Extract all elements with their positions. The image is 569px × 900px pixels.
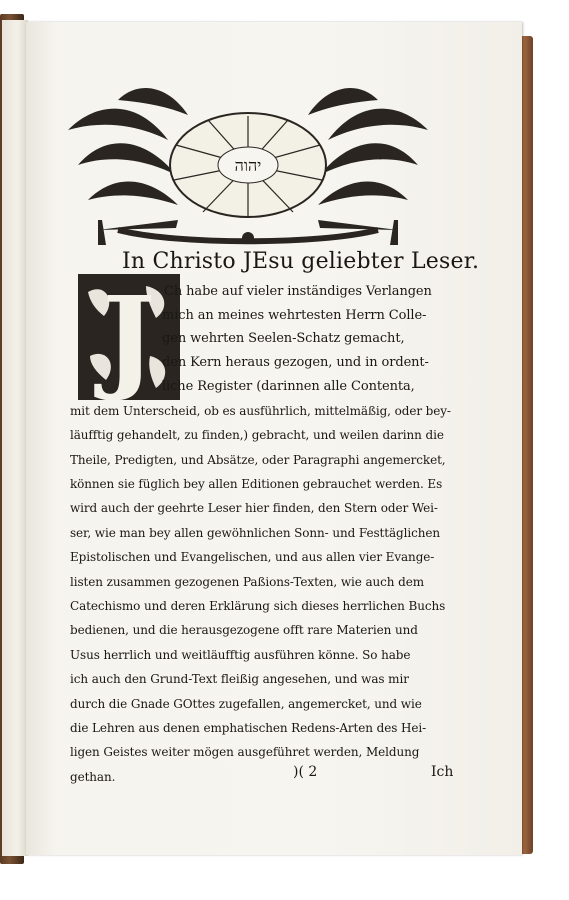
body-line-5: liche Register (darinnen alle Contenta, bbox=[162, 379, 415, 394]
signature-mark: )( 2 bbox=[293, 764, 318, 780]
body-line-2: mich an meines wehrtesten Herrn Colle- bbox=[162, 308, 427, 323]
book-page bbox=[26, 22, 522, 855]
body-line-17: ich auch den Grund-Text fleißig angesehen, und was mir bbox=[70, 672, 409, 686]
facing-page-edge bbox=[2, 20, 28, 856]
body-line-15: bedienen, und die herausgezogene offt rare Materien und bbox=[70, 623, 418, 637]
body-line-7: läufftig gehandelt, zu finden,) gebracht, und weilen darinn die bbox=[70, 428, 444, 442]
body-line-4: den Kern heraus gezogen, und in ordent- bbox=[162, 355, 429, 370]
catchword: Ich bbox=[431, 764, 454, 780]
headpiece-ornament bbox=[58, 70, 438, 250]
body-line-14: Catechismo und deren Erklärung sich dieses herrlichen Buchs bbox=[70, 599, 446, 613]
initial-letter: J bbox=[102, 273, 156, 402]
body-line-8: Theile, Predigten, und Absätze, oder Paragraphi angemercket, bbox=[70, 453, 446, 467]
body-line-11: ser, wie man bey allen gewöhnlichen Sonn- und Festtäglichen bbox=[70, 526, 440, 540]
body-line-16: Usus herrlich und weitläufftig ausführen könne. So habe bbox=[70, 648, 411, 662]
body-line-1: Ch habe auf vieler inständiges Verlangen bbox=[164, 284, 432, 299]
tetragrammaton-text: יהוה bbox=[234, 156, 262, 175]
body-line-21: gethan. bbox=[70, 770, 116, 784]
body-line-3: gen wehrten Seelen-Schatz gemacht, bbox=[162, 331, 405, 346]
body-line-13: listen zusammen gezogenen Paßions-Texten, wie auch dem bbox=[70, 575, 424, 589]
body-line-6: mit dem Unterscheid, ob es ausführlich, mittelmäßig, oder bey- bbox=[70, 404, 451, 418]
body-line-20: ligen Geistes weiter mögen ausgeführet werden, Meldung bbox=[70, 745, 420, 759]
body-line-10: wird auch der geehrte Leser hier finden, den Stern oder Wei- bbox=[70, 501, 438, 515]
body-line-18: durch die Gnade GOttes zugefallen, angemercket, und wie bbox=[70, 697, 422, 711]
page-heading: In Christo JEsu geliebter Leser. bbox=[122, 249, 480, 274]
body-line-12: Epistolischen und Evangelischen, und aus allen vier Evange- bbox=[70, 550, 435, 564]
body-line-19: die Lehren aus denen emphatischen Redens-Arten des Hei- bbox=[70, 721, 427, 735]
body-line-9: können sie füglich bey allen Editionen gebrauchet werden. Es bbox=[70, 477, 443, 491]
